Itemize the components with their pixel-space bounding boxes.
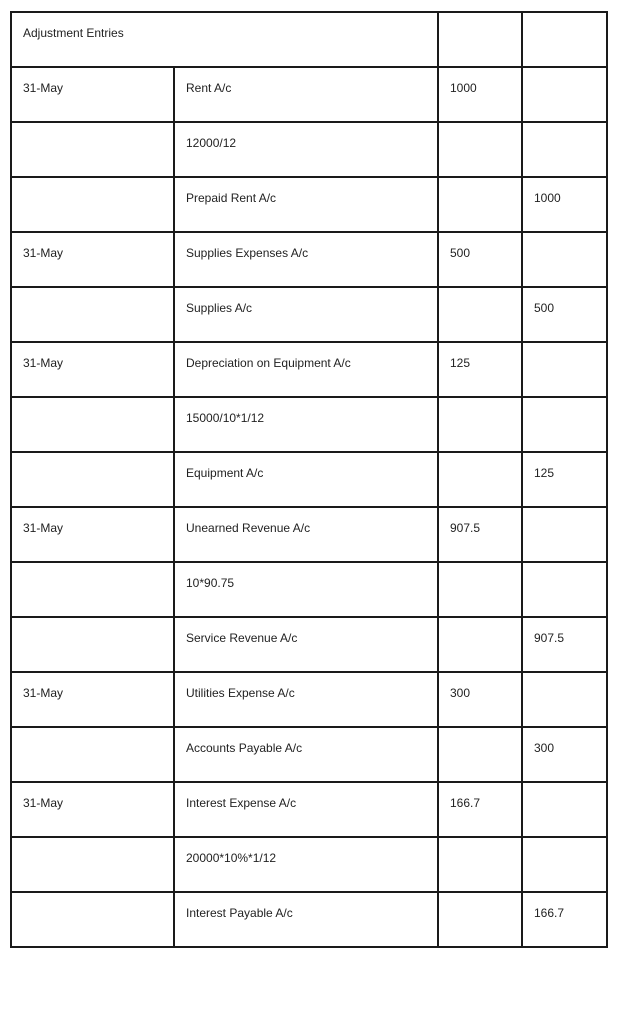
- entry-account: 20000*10%*1/12: [186, 851, 277, 865]
- entry-debit-cell: [438, 67, 522, 122]
- entry-account-cell: [174, 452, 438, 507]
- entry-date: [23, 398, 162, 410]
- entry-account-cell: [174, 342, 438, 397]
- table-row: [11, 122, 607, 177]
- entry-debit: [450, 178, 510, 190]
- entry-date-cell: [11, 507, 174, 562]
- entry-date: 31-May: [23, 246, 64, 260]
- entry-credit-cell: [522, 397, 607, 452]
- table-row: [11, 507, 607, 562]
- entry-credit: [534, 123, 595, 135]
- entry-debit: [450, 893, 510, 905]
- table-row: [11, 177, 607, 232]
- entry-credit: [534, 783, 595, 795]
- entry-credit: [534, 398, 595, 410]
- entry-debit: 500: [450, 246, 471, 260]
- table-row: [11, 452, 607, 507]
- entry-credit: 300: [534, 741, 555, 755]
- entry-debit-cell: [438, 507, 522, 562]
- entry-credit: 1000: [534, 191, 561, 205]
- entry-date-cell: [11, 287, 174, 342]
- entry-date: [23, 123, 162, 135]
- entry-account-cell: [174, 67, 438, 122]
- entry-account-cell: [174, 782, 438, 837]
- entry-debit-cell: [438, 562, 522, 617]
- entry-debit: [450, 563, 510, 575]
- entry-date-cell: [11, 617, 174, 672]
- entry-debit: [450, 288, 510, 300]
- title-credit-cell: [522, 12, 607, 67]
- table-title-row: [11, 12, 607, 67]
- entry-debit-cell: [438, 452, 522, 507]
- entry-debit-cell: [438, 837, 522, 892]
- entry-account-cell: [174, 617, 438, 672]
- entry-date-cell: [11, 782, 174, 837]
- table-row: [11, 617, 607, 672]
- entry-date: 31-May: [23, 796, 64, 810]
- entry-date-cell: [11, 232, 174, 287]
- table-row: [11, 397, 607, 452]
- entry-date-cell: [11, 342, 174, 397]
- entry-debit: [450, 728, 510, 740]
- entry-date-cell: [11, 892, 174, 947]
- entry-debit: [450, 618, 510, 630]
- entry-account-cell: [174, 672, 438, 727]
- entry-date: 31-May: [23, 81, 64, 95]
- table-row: [11, 782, 607, 837]
- entry-date: [23, 893, 162, 905]
- entry-credit: 125: [534, 466, 555, 480]
- entry-date-cell: [11, 122, 174, 177]
- entry-date-cell: [11, 672, 174, 727]
- entry-credit-cell: [522, 892, 607, 947]
- entry-credit-cell: [522, 232, 607, 287]
- entry-date-cell: [11, 562, 174, 617]
- entry-account: Prepaid Rent A/c: [186, 191, 277, 205]
- entry-debit-cell: [438, 397, 522, 452]
- entry-debit-cell: [438, 617, 522, 672]
- entry-date-cell: [11, 727, 174, 782]
- entry-account: Interest Payable A/c: [186, 906, 293, 920]
- entry-debit: [450, 123, 510, 135]
- entry-date: [23, 563, 162, 575]
- entry-account: 15000/10*1/12: [186, 411, 265, 425]
- entry-account: Interest Expense A/c: [186, 796, 297, 810]
- table-row: [11, 342, 607, 397]
- entry-account: Equipment A/c: [186, 466, 264, 480]
- entry-debit-cell: [438, 287, 522, 342]
- entry-account-cell: [174, 507, 438, 562]
- table-row: [11, 287, 607, 342]
- adjustment-entries-table: [10, 11, 608, 948]
- entry-credit-cell: [522, 617, 607, 672]
- entry-date-cell: [11, 452, 174, 507]
- entry-credit-cell: [522, 672, 607, 727]
- entry-account-cell: [174, 727, 438, 782]
- entry-account-cell: [174, 892, 438, 947]
- entry-credit: [534, 68, 595, 80]
- entry-date: [23, 288, 162, 300]
- entry-credit: 907.5: [534, 631, 565, 645]
- entry-credit-cell: [522, 562, 607, 617]
- entry-debit-cell: [438, 727, 522, 782]
- entry-credit-cell: [522, 782, 607, 837]
- entry-debit: 300: [450, 686, 471, 700]
- entry-credit-cell: [522, 507, 607, 562]
- entry-account-cell: [174, 397, 438, 452]
- entry-debit-cell: [438, 232, 522, 287]
- table-row: [11, 562, 607, 617]
- entry-debit-cell: [438, 342, 522, 397]
- entry-date: 31-May: [23, 686, 64, 700]
- entry-date-cell: [11, 177, 174, 232]
- entry-date: [23, 178, 162, 190]
- entry-credit-cell: [522, 452, 607, 507]
- entry-account: Accounts Payable A/c: [186, 741, 303, 755]
- entry-debit-cell: [438, 782, 522, 837]
- entry-date: [23, 728, 162, 740]
- table-row: [11, 727, 607, 782]
- entry-debit-cell: [438, 672, 522, 727]
- entry-credit-cell: [522, 727, 607, 782]
- entry-credit: 500: [534, 301, 555, 315]
- table-row: [11, 837, 607, 892]
- entry-date-cell: [11, 67, 174, 122]
- entry-account-cell: [174, 177, 438, 232]
- entry-account: Depreciation on Equipment A/c: [186, 356, 351, 370]
- table-title-cell: [11, 12, 438, 67]
- entry-credit: [534, 838, 595, 850]
- entry-debit-cell: [438, 177, 522, 232]
- entry-date-cell: [11, 397, 174, 452]
- entry-debit: 166.7: [450, 796, 481, 810]
- entry-account: 10*90.75: [186, 576, 235, 590]
- table-row: [11, 67, 607, 122]
- journal-body: [11, 12, 607, 947]
- entry-credit: [534, 233, 595, 245]
- entry-debit: [450, 453, 510, 465]
- table-title: Adjustment Entries: [23, 26, 124, 40]
- entry-account-cell: [174, 232, 438, 287]
- entry-credit-cell: [522, 122, 607, 177]
- entry-account: Service Revenue A/c: [186, 631, 298, 645]
- table-row: [11, 892, 607, 947]
- entry-credit-cell: [522, 287, 607, 342]
- entry-date-cell: [11, 837, 174, 892]
- entry-credit: [534, 343, 595, 355]
- entry-credit: [534, 508, 595, 520]
- entry-date: [23, 453, 162, 465]
- entry-debit: 907.5: [450, 521, 481, 535]
- entry-account-cell: [174, 562, 438, 617]
- entry-credit-cell: [522, 67, 607, 122]
- entry-credit-cell: [522, 342, 607, 397]
- entry-account: 12000/12: [186, 136, 237, 150]
- entry-debit: 125: [450, 356, 471, 370]
- entry-date: [23, 618, 162, 630]
- entry-credit-cell: [522, 177, 607, 232]
- entry-debit: [450, 838, 510, 850]
- entry-debit-cell: [438, 892, 522, 947]
- entry-account: Unearned Revenue A/c: [186, 521, 311, 535]
- entry-debit: 1000: [450, 81, 477, 95]
- entry-credit: [534, 563, 595, 575]
- entry-date: 31-May: [23, 356, 64, 370]
- entry-account: Rent A/c: [186, 81, 232, 95]
- entry-credit: [534, 673, 595, 685]
- table-row: [11, 232, 607, 287]
- entry-account: Utilities Expense A/c: [186, 686, 295, 700]
- entry-credit-cell: [522, 837, 607, 892]
- entry-account-cell: [174, 122, 438, 177]
- entry-account: Supplies Expenses A/c: [186, 246, 309, 260]
- entry-date: 31-May: [23, 521, 64, 535]
- entry-date: [23, 838, 162, 850]
- entry-account-cell: [174, 287, 438, 342]
- table-row: [11, 672, 607, 727]
- entry-account-cell: [174, 837, 438, 892]
- entry-debit-cell: [438, 122, 522, 177]
- entry-account: Supplies A/c: [186, 301, 253, 315]
- entry-credit: 166.7: [534, 906, 565, 920]
- entry-debit: [450, 398, 510, 410]
- title-debit-cell: [438, 12, 522, 67]
